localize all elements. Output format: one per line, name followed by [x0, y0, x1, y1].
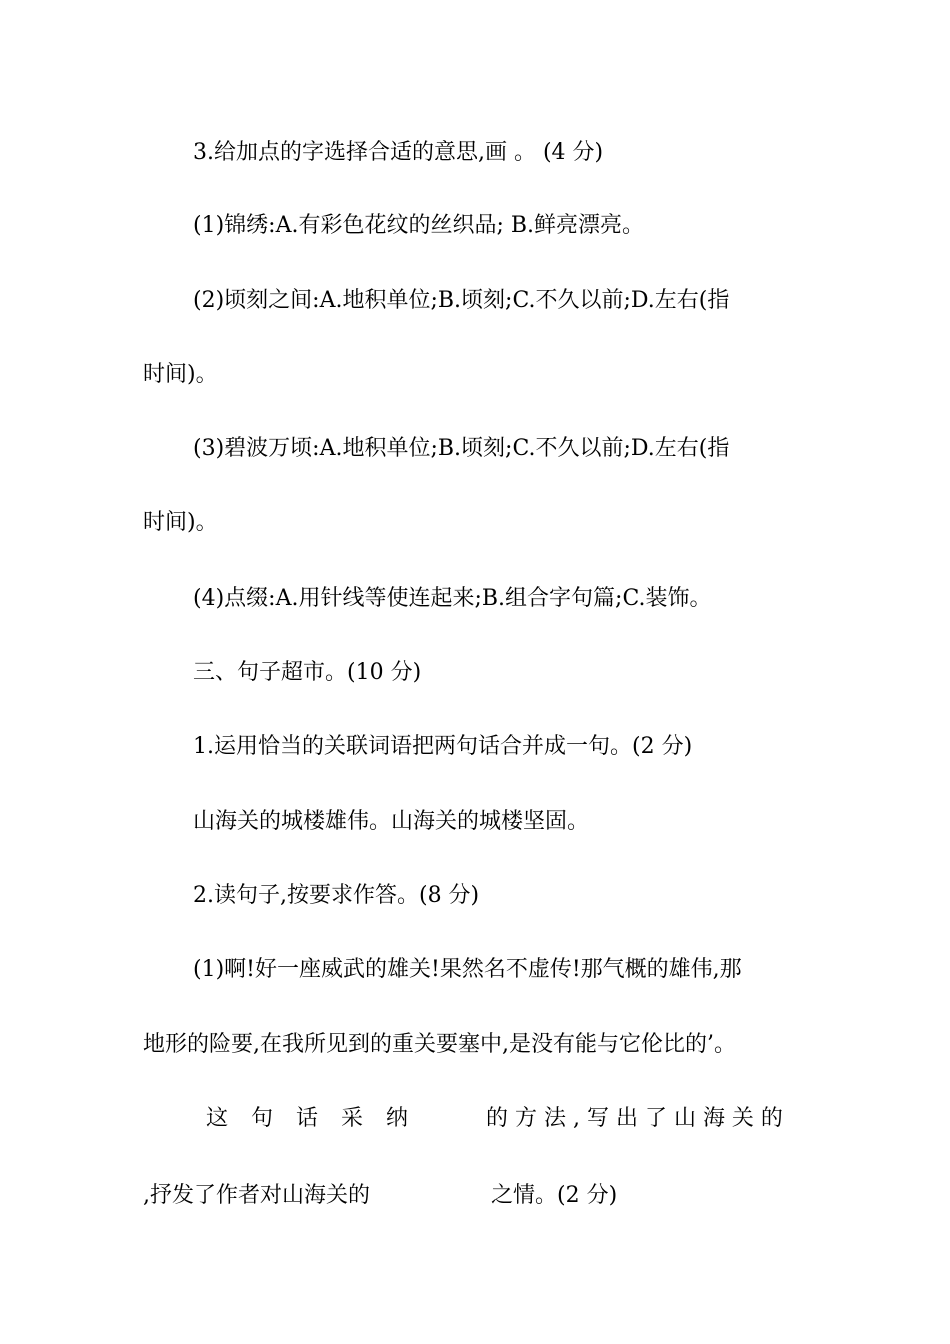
question-1-title: 1.运用恰当的关联词语把两句话合并成一句。(2 分): [193, 734, 693, 759]
item-4-dianzhui: (4)点缀:A.用针线等使连起来;B.组合字句篇;C.装饰。: [193, 586, 712, 611]
passage-line-1: (1)啊!好一座威武的雄关!果然名不虚传!那气概的雄伟,那: [193, 957, 742, 982]
fill-in-line-1-right: 的 方 法 , 写 出 了 山 海 关 的: [486, 1106, 783, 1131]
fill-in-line-1-left: 这 句 话 采 纳: [206, 1106, 416, 1131]
question-3-title: 3.给加点的字选择合适的意思,画 。 (4 分): [193, 140, 604, 165]
question-2-title: 2.读句子,按要求作答。(8 分): [193, 883, 480, 908]
section-3-heading: 三、句子超市。(10 分): [193, 660, 422, 685]
item-2-continuation: 时间)。: [143, 362, 218, 387]
item-3-continuation: 时间)。: [143, 510, 218, 535]
fill-in-line-2-left: ,抒发了作者对山海关的: [143, 1183, 370, 1208]
item-3-biboowanqing: (3)碧波万顷:A.地积单位;B.顷刻;C.不久以前;D.左右(指: [193, 436, 730, 461]
fill-in-line-2-right: 之情。(2 分): [491, 1183, 618, 1208]
passage-line-2: 地形的险要,在我所见到的重关要塞中,是没有能与它伦比的’。: [143, 1032, 736, 1057]
item-1-jinxiu: (1)锦绣:A.有彩色花纹的丝织品; B.鲜亮漂亮。: [193, 213, 645, 238]
question-1-sentences: 山海关的城楼雄伟。山海关的城楼坚固。: [193, 809, 590, 834]
item-2-qingke: (2)顷刻之间:A.地积单位;B.顷刻;C.不久以前;D.左右(指: [193, 288, 730, 313]
